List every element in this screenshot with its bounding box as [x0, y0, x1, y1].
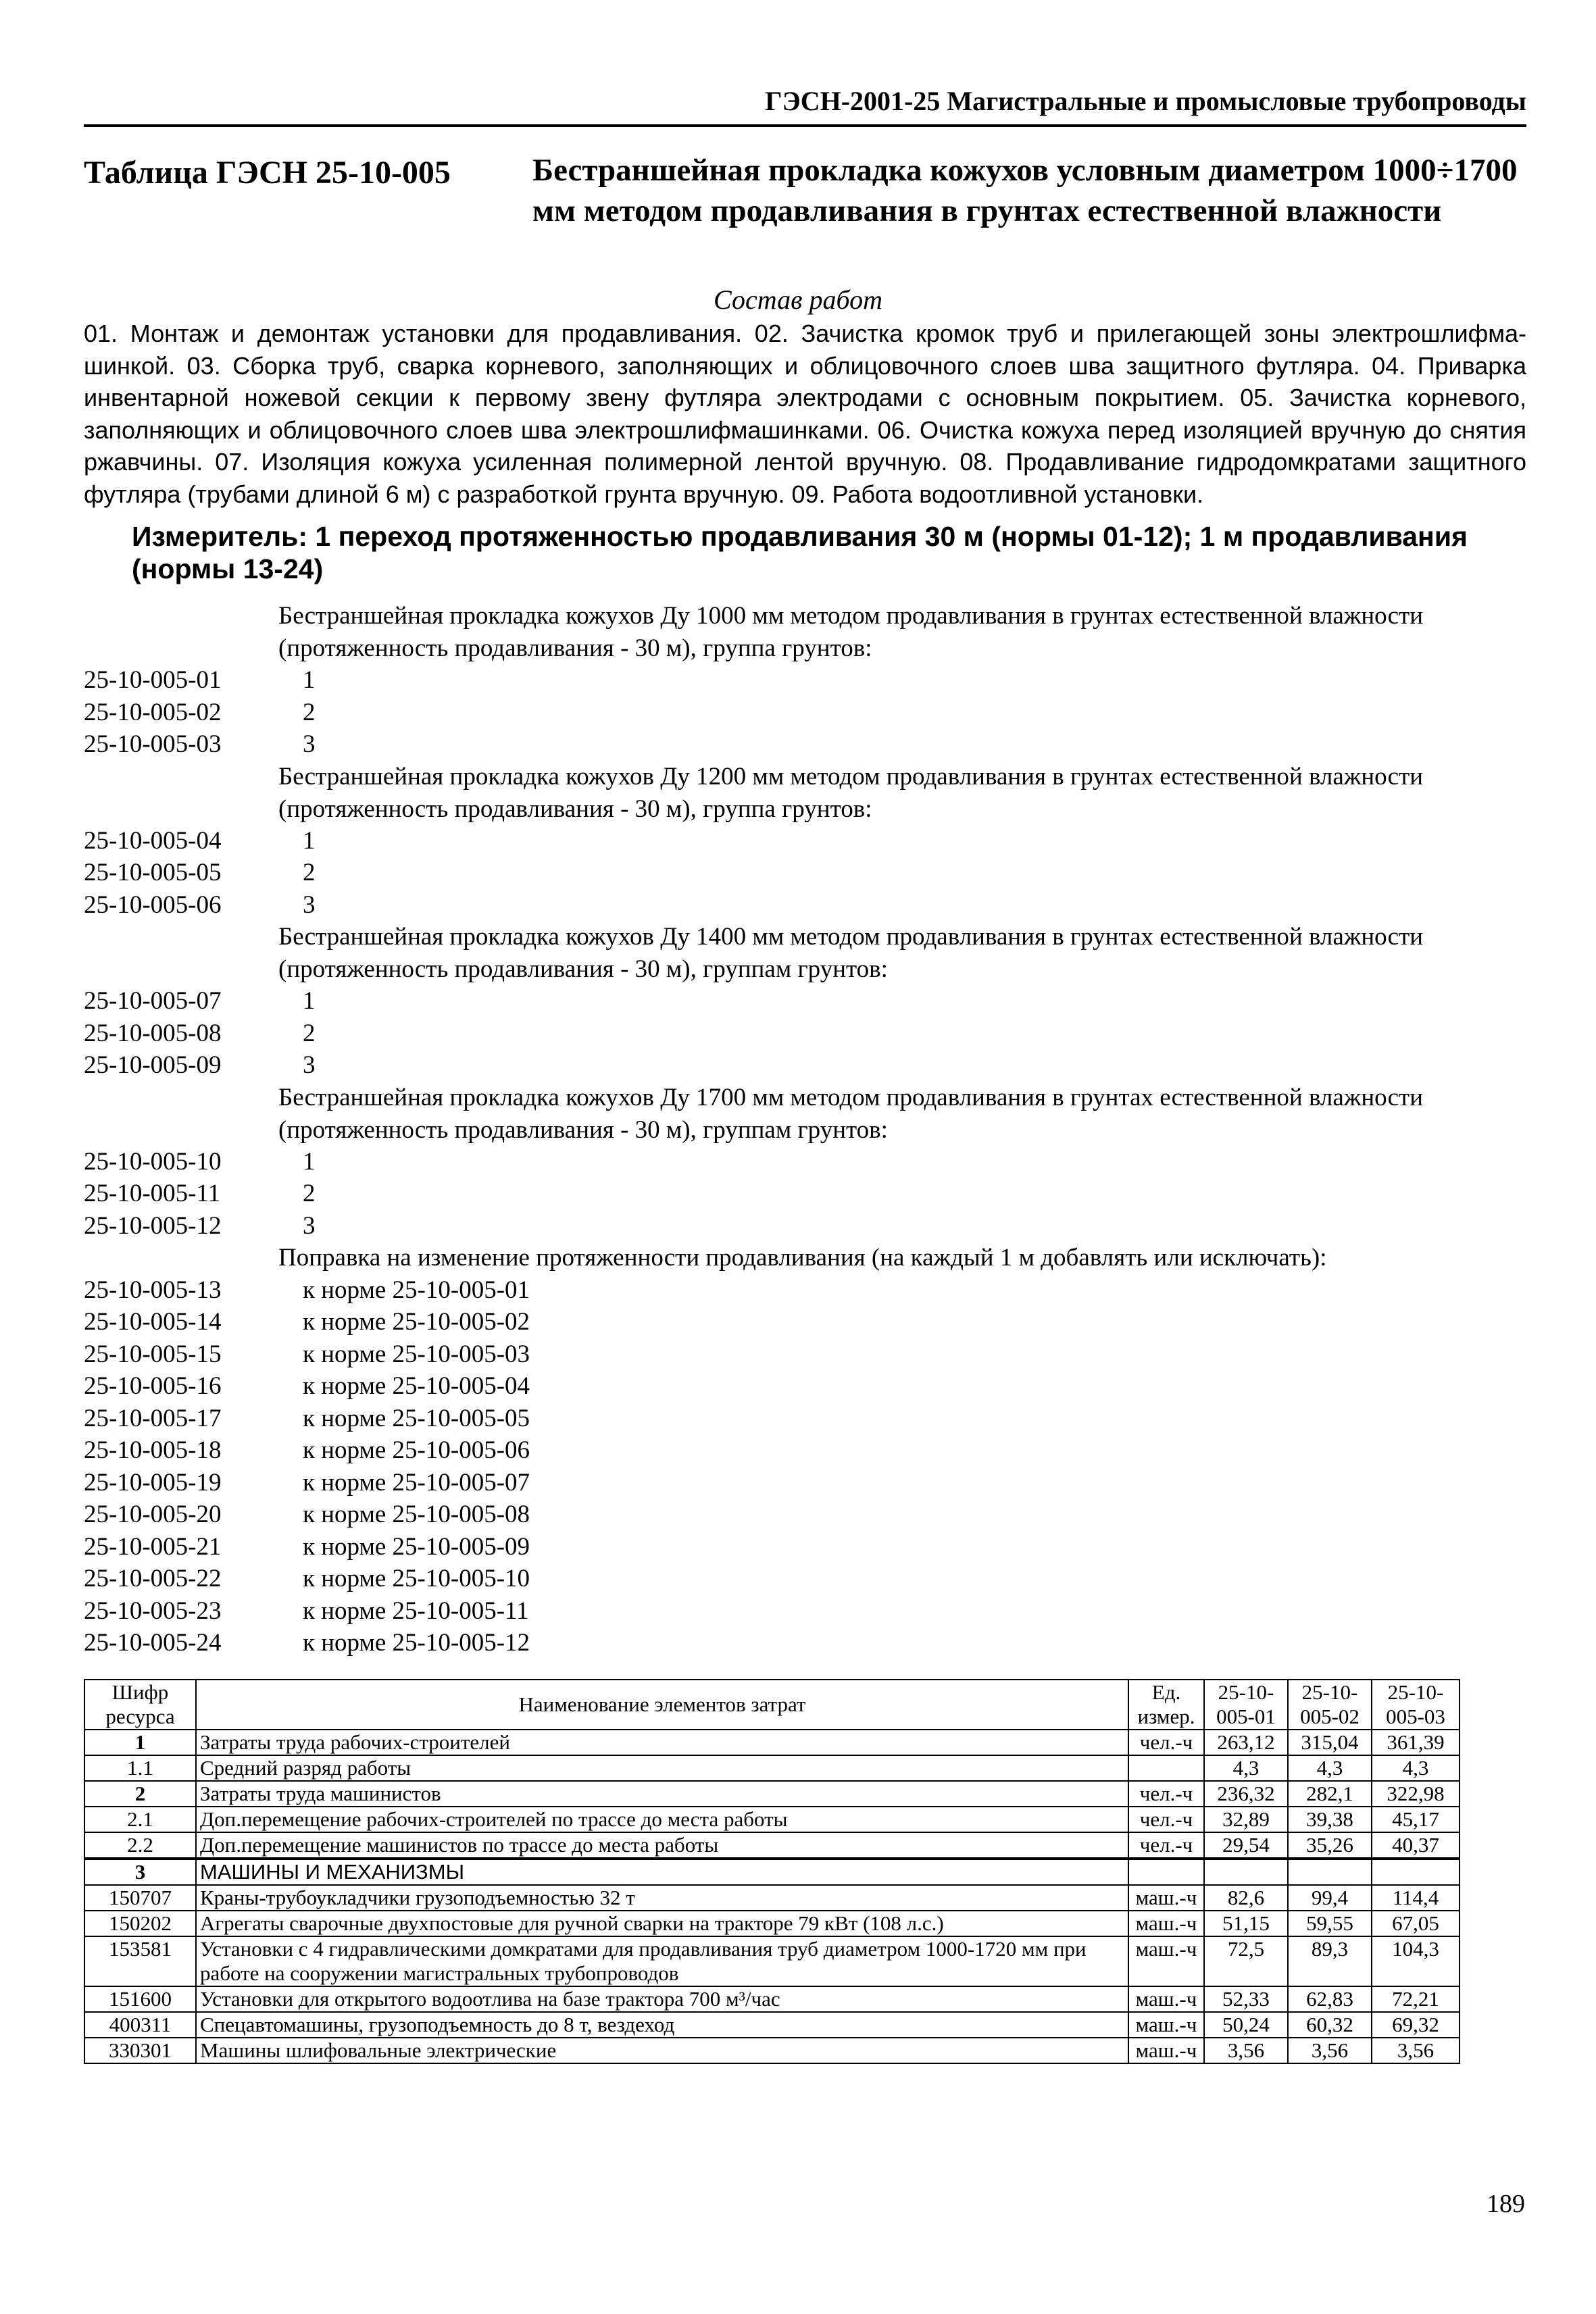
resource-name: Спецавтомашины, грузоподъемность до 8 т, вездеход [196, 2012, 1128, 2038]
value-norm-01: 4,3 [1204, 1755, 1288, 1781]
header-norm-03: 25-10-005-03 [1372, 1680, 1460, 1730]
value-norm-03: 67,05 [1372, 1911, 1460, 1936]
norm-value: к норме 25-10-005-03 [303, 1340, 530, 1368]
header-norm-01: 25-10-005-01 [1204, 1680, 1288, 1730]
value-norm-01: 82,6 [1204, 1885, 1288, 1911]
value-norm-02: 3,56 [1288, 2038, 1372, 2063]
norm-group-description: Бестраншейная прокладка кожухов Ду 1000 мм методом продавливания в грунтах естественной влажности (протяженность продавливания - 30 м), группа грунтов: [278, 602, 1423, 662]
resource-name: Доп.перемещение рабочих-строителей по трассе до места работы [196, 1807, 1128, 1832]
resource-code: 2 [84, 1781, 196, 1807]
resource-name: Средний разряд работы [196, 1755, 1128, 1781]
norm-code: 25-10-005-07 [84, 987, 222, 1015]
norm-code: 25-10-005-12 [84, 1211, 222, 1240]
resource-code: 151600 [84, 1986, 196, 2012]
value-norm-01: 51,15 [1204, 1911, 1288, 1936]
resource-unit: чел.-ч [1128, 1807, 1204, 1832]
norm-code: 25-10-005-17 [84, 1404, 222, 1432]
norm-code: 25-10-005-04 [84, 826, 222, 855]
header-norm-02: 25-10-005-02 [1288, 1680, 1372, 1730]
norm-value: к норме 25-10-005-01 [303, 1276, 530, 1304]
norm-value: 2 [303, 1019, 316, 1047]
measure-unit: Измеритель: 1 переход протяженностью продавливания 30 м (нормы 01-12); 1 м продавливания (нормы 13-24) [132, 521, 1468, 584]
norm-value: к норме 25-10-005-02 [303, 1308, 530, 1336]
value-norm-03: 104,3 [1372, 1936, 1460, 1986]
value-norm-02: 35,26 [1288, 1832, 1372, 1859]
norm-code: 25-10-005-21 [84, 1532, 222, 1561]
header-unit: Ед. измер. [1128, 1680, 1204, 1730]
resource-name: Установки для открытого водоотлива на базе трактора 700 м³/час [196, 1986, 1128, 2012]
norm-code: 25-10-005-09 [84, 1051, 222, 1079]
norm-code: 25-10-005-05 [84, 859, 222, 886]
norm-value: 1 [303, 1147, 316, 1176]
norm-code: 25-10-005-18 [84, 1436, 222, 1464]
norm-value: 2 [303, 859, 316, 886]
value-norm-02: 62,83 [1288, 1986, 1372, 2012]
header-code: Шифр ресурса [84, 1680, 196, 1730]
value-norm-03: 114,4 [1372, 1885, 1460, 1911]
table-row [84, 1807, 1460, 1832]
table-body [84, 1730, 1460, 2063]
resource-name: Затраты труда машинистов [196, 1781, 1128, 1807]
resource-name: Установки с 4 гидравлическими домкратами для продавливания труб диаметром 1000-1720 мм при работе на сооружении магистральных трубопроводов [196, 1936, 1128, 1986]
norm-code: 25-10-005-02 [84, 698, 222, 726]
resource-cost-table [84, 1679, 1460, 2064]
norm-group-description: Бестраншейная прокладка кожухов Ду 1200 мм методом продавливания в грунтах естественной влажности (протяженность продавливания - 30 м), группа грунтов: [278, 762, 1423, 823]
resource-code: 1 [84, 1730, 196, 1755]
resource-code: 2.1 [84, 1807, 196, 1832]
norm-value: к норме 25-10-005-10 [303, 1565, 530, 1592]
value-norm-02 [1288, 1859, 1372, 1885]
table-row [84, 1859, 1460, 1885]
resource-code: 330301 [84, 2038, 196, 2063]
norm-code: 25-10-005-08 [84, 1019, 222, 1047]
resource-unit [1128, 1859, 1204, 1885]
resource-unit: маш.-ч [1128, 1911, 1204, 1936]
value-norm-02: 282,1 [1288, 1781, 1372, 1807]
header-name: Наименование элементов затрат [196, 1680, 1128, 1730]
table-row [84, 2038, 1460, 2063]
norm-value: 1 [303, 826, 316, 855]
value-norm-02: 4,3 [1288, 1755, 1372, 1781]
resource-unit: чел.-ч [1128, 1730, 1204, 1755]
value-norm-03: 4,3 [1372, 1755, 1460, 1781]
running-header-text: ГЭСН-2001-25 Магистральные и промысловые трубопроводы [765, 86, 1526, 116]
table-row [84, 1755, 1460, 1781]
value-norm-01: 50,24 [1204, 2012, 1288, 2038]
table-row [84, 1885, 1460, 1911]
value-norm-02: 60,32 [1288, 2012, 1372, 2038]
resource-unit [1128, 1755, 1204, 1781]
norm-value: 1 [303, 666, 316, 694]
norm-code: 25-10-005-16 [84, 1372, 222, 1400]
norm-code: 25-10-005-24 [84, 1629, 222, 1657]
value-norm-03: 72,21 [1372, 1986, 1460, 2012]
norm-code: 25-10-005-14 [84, 1308, 222, 1336]
norm-code: 25-10-005-15 [84, 1340, 222, 1368]
norm-code: 25-10-005-22 [84, 1565, 222, 1592]
norm-code: 25-10-005-23 [84, 1596, 222, 1625]
value-norm-02: 99,4 [1288, 1885, 1372, 1911]
resource-name: Краны-трубоукладчики грузоподъемностью 32 т [196, 1885, 1128, 1911]
norm-value: к норме 25-10-005-09 [303, 1532, 530, 1561]
resource-code: 153581 [84, 1936, 196, 1986]
value-norm-01: 236,32 [1204, 1781, 1288, 1807]
running-header [84, 81, 1526, 127]
value-norm-01: 72,5 [1204, 1936, 1288, 1986]
norm-value: 3 [303, 730, 316, 758]
table-row [84, 1832, 1460, 1859]
value-norm-02: 89,3 [1288, 1936, 1372, 1986]
norm-code: 25-10-005-11 [84, 1180, 221, 1207]
value-norm-02: 59,55 [1288, 1911, 1372, 1936]
value-norm-01: 32,89 [1204, 1807, 1288, 1832]
resource-unit: маш.-ч [1128, 2038, 1204, 2063]
resource-unit: маш.-ч [1128, 1936, 1204, 1986]
table-header-row [84, 1680, 1460, 1730]
norm-value: 3 [303, 890, 316, 919]
page-number: 189 [1487, 2190, 1525, 2218]
table-row [84, 2012, 1460, 2038]
norm-value: 1 [303, 987, 316, 1015]
norm-group-description: Бестраншейная прокладка кожухов Ду 1700 мм методом продавливания в грунтах естественной влажности (протяженность продавливания - 30 м), группам грунтов: [278, 1083, 1423, 1144]
norm-code: 25-10-005-20 [84, 1501, 222, 1528]
resource-unit: маш.-ч [1128, 1986, 1204, 2012]
norm-value: к норме 25-10-005-07 [303, 1468, 530, 1496]
table-label: Таблица ГЭСН 25-10-005 [84, 155, 451, 191]
norm-value: к норме 25-10-005-11 [303, 1596, 529, 1625]
norm-code: 25-10-005-03 [84, 730, 222, 758]
resource-name: Затраты труда рабочих-строителей [196, 1730, 1128, 1755]
value-norm-01: 263,12 [1204, 1730, 1288, 1755]
resource-name: Машины шлифовальные электрические [196, 2038, 1128, 2063]
resource-code: 1.1 [84, 1755, 196, 1781]
norm-code: 25-10-005-06 [84, 890, 222, 919]
value-norm-03: 322,98 [1372, 1781, 1460, 1807]
table-row [84, 1781, 1460, 1807]
norm-value: к норме 25-10-005-06 [303, 1436, 530, 1464]
resource-code: 150202 [84, 1911, 196, 1936]
value-norm-03: 69,32 [1372, 2012, 1460, 2038]
table-row [84, 1936, 1460, 1986]
value-norm-02: 39,38 [1288, 1807, 1372, 1832]
value-norm-03: 40,37 [1372, 1832, 1460, 1859]
value-norm-01: 52,33 [1204, 1986, 1288, 2012]
value-norm-03: 45,17 [1372, 1807, 1460, 1832]
resource-code: 3 [84, 1859, 196, 1885]
norm-code: 25-10-005-10 [84, 1147, 222, 1176]
table-row [84, 1730, 1460, 1755]
value-norm-03: 361,39 [1372, 1730, 1460, 1755]
value-norm-02: 315,04 [1288, 1730, 1372, 1755]
norm-group-description: Бестраншейная прокладка кожухов Ду 1400 мм методом продавливания в грунтах естественной влажности (протяженность продавливания - 30 м), группам грунтов: [278, 923, 1423, 983]
value-norm-03: 3,56 [1372, 2038, 1460, 2063]
resource-name: Агрегаты сварочные двухпостовые для ручной сварки на тракторе 79 кВт (108 л.с.) [196, 1911, 1128, 1936]
value-norm-01 [1204, 1859, 1288, 1885]
norm-value: к норме 25-10-005-08 [303, 1501, 530, 1528]
norm-value: 3 [303, 1211, 316, 1240]
table-title: Бестраншейная прокладка кожухов условным диаметром 1000÷1700 мм методом продавливания в грунтах естественной влажности [532, 153, 1518, 228]
norm-value: 3 [303, 1051, 316, 1079]
norm-value: к норме 25-10-005-05 [303, 1404, 530, 1432]
resource-code: 150707 [84, 1885, 196, 1911]
resource-unit: маш.-ч [1128, 1885, 1204, 1911]
resource-unit: чел.-ч [1128, 1832, 1204, 1859]
norm-code: 25-10-005-01 [84, 666, 222, 694]
resource-code: 2.2 [84, 1832, 196, 1859]
value-norm-01: 29,54 [1204, 1832, 1288, 1859]
table-row [84, 1911, 1460, 1936]
norm-value: к норме 25-10-005-12 [303, 1629, 530, 1657]
resource-unit: чел.-ч [1128, 1781, 1204, 1807]
value-norm-03 [1372, 1859, 1460, 1885]
norm-value: 2 [303, 698, 316, 726]
norm-value: 2 [303, 1180, 316, 1207]
resource-code: 400311 [84, 2012, 196, 2038]
value-norm-01: 3,56 [1204, 2038, 1288, 2063]
table-row [84, 1986, 1460, 2012]
norm-code: 25-10-005-13 [84, 1276, 222, 1304]
resource-name: МАШИНЫ И МЕХАНИЗМЫ [196, 1859, 1128, 1885]
resource-name: Доп.перемещение машинистов по трассе до места работы [196, 1832, 1128, 1859]
works-description: 01. Монтаж и демонтаж установки для продавливания. 02. Зачистка кромок труб и прилегающей зоны электрошлифма-шинкой. 03. Сборка труб, сварка корневого, заполняющих и облицовочного слоев шва защитного футляра. 04. Приварка инвентарной ножевой секции к первому звену футляра электродами с основным покрытием. 05. Зачистка корневого, заполняющих и облицовочного слоев шва электрошлифмашинками. 06. Очистка кожуха перед изоляцией вручную до снятия ржавчины. 07. Изоляция кожуха усиленная полимерной лентой вручную. 08. Продавливание гидродомкратами защитного футляра (трубами длиной 6 м) с разработкой грунта вручную. 09. Работа водоотливной установки. [84, 320, 1526, 508]
norm-group-description: Поправка на изменение протяженности продавливания (на каждый 1 м добавлять или исключать): [278, 1244, 1327, 1272]
norm-value: к норме 25-10-005-04 [303, 1372, 530, 1400]
works-heading: Состав работ [714, 284, 882, 315]
norm-code: 25-10-005-19 [84, 1468, 222, 1496]
resource-unit: маш.-ч [1128, 2012, 1204, 2038]
